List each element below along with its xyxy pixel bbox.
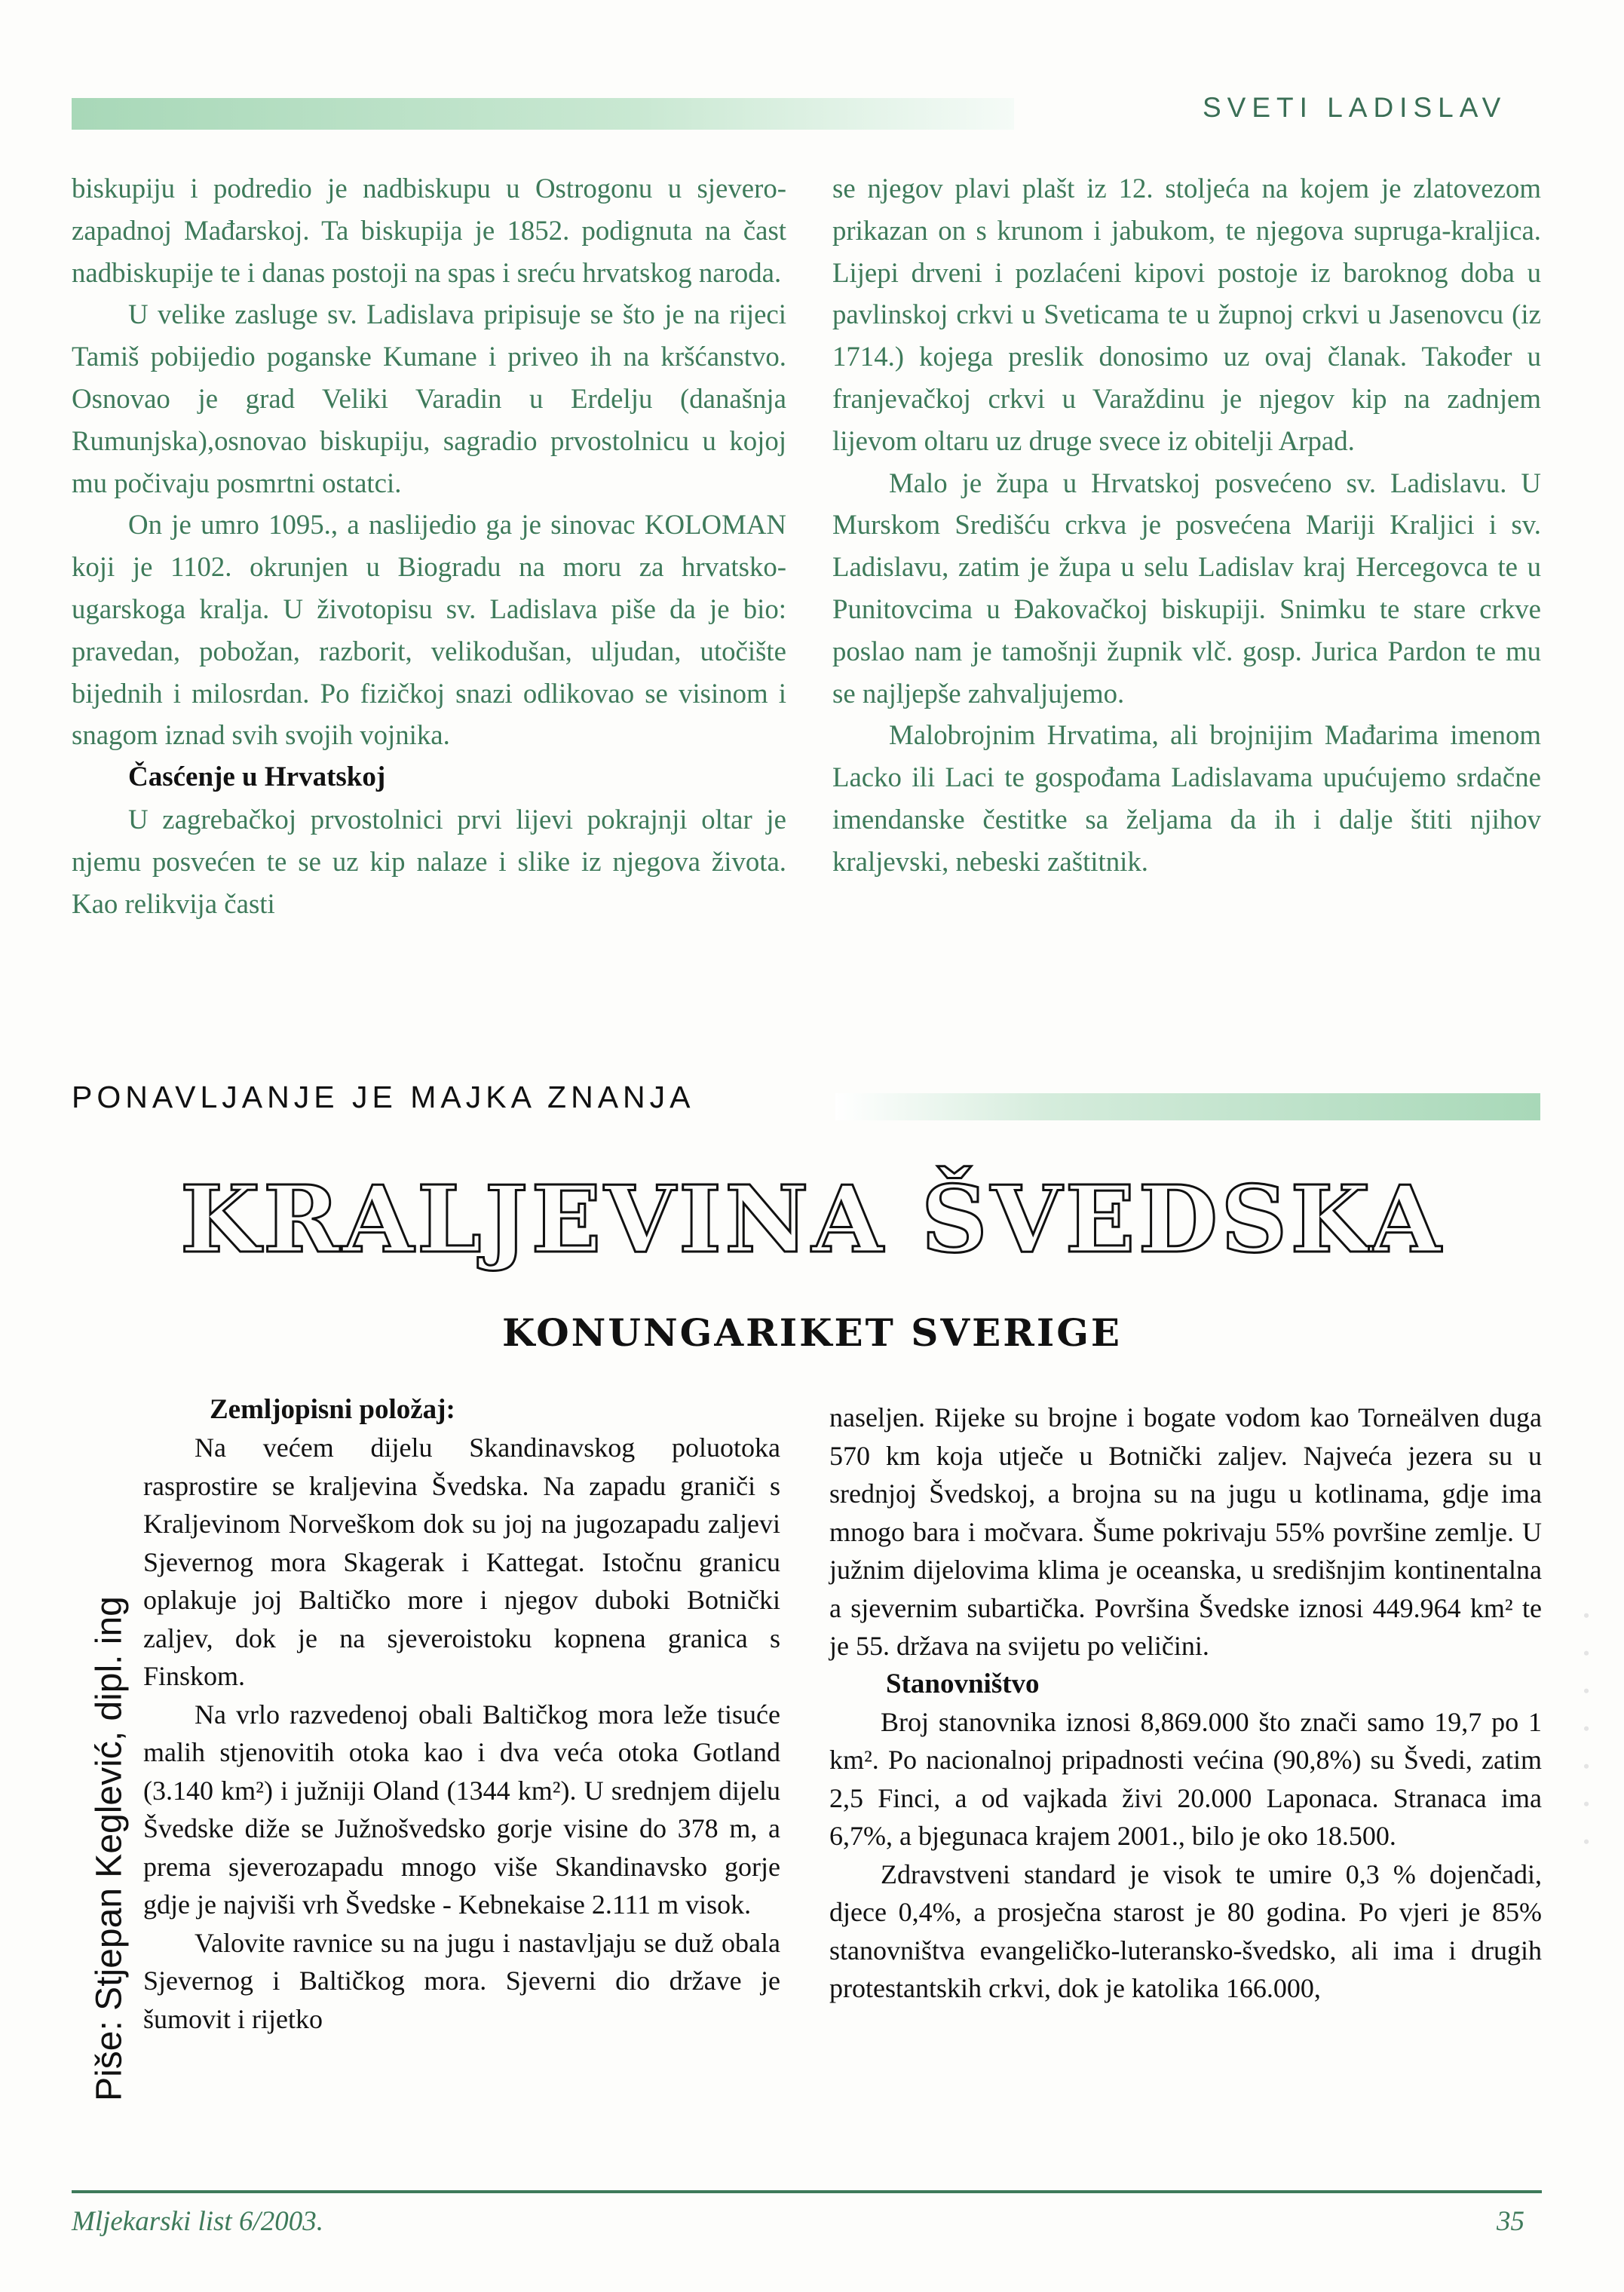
paragraph: U zagrebačkoj prvostolnici prvi lijevi pokrajnji oltar je njemu posvećen te se uz kip nalaze i slike iz njegova života. Kao relikvija časti bbox=[72, 804, 786, 919]
section-heading: Stanovništvo bbox=[886, 1668, 1040, 1699]
paragraph: Valovite ravnice su na jugu i nastavljaju se duž obala Sjevernog i Baltičkog mora. Sjeverni dio države je šumovit i rijetko bbox=[143, 1927, 780, 2034]
paragraph: U velike zasluge sv. Ladislava pripisuje se što je na rijeci Tamiš pobijedio poganske Kumane i priveo ih na kršćanstvo. Osnovao je grad Veliki Varadin u Erdelju (današnja Rumunjska),osnovao biskupiju, sagradio prvostolnicu u kojoj mu počivaju posmrtni ostatci. bbox=[72, 299, 786, 498]
page-number: 35 bbox=[1497, 2206, 1524, 2237]
paragraph: Malo je župa u Hrvatskoj posvećeno sv. Ladislavu. U Murskom Središću crkva je posvećena Mariji Kraljici i sv. Ladislavu, zatim je župa u selu Ladislav kraj Hercegovca te u Punitovcima u Đakovačkoj biskupiji. Snimku te stare crkve poslao nam je tamošnji župnik vlč. gosp. Jurica Pardon te mu se najljepše zahvaljujemo. bbox=[832, 467, 1541, 709]
article-left-column bbox=[143, 1391, 780, 2038]
paragraph: se njegov plavi plašt iz 12. stoljeća na kojem je zlatovezom prikazan on s krunom i jabukom, te njegova supruga-kraljica. Lijepi drveni i pozlaćeni kipovi postoje iz baroknog doba u pavlinskoj crkvi u Sveticama te u župnoj crkvi u Jasenovcu (iz 1714.) kojega preslik donosimo uz ovaj članak. Također u franjevačkoj crkvi u Varaždinu je njegov kip na zadnjem lijevom oltaru uz druge svece iz obitelji Arpad. bbox=[832, 173, 1541, 456]
paragraph: On je umro 1095., a naslijedio ga je sinovac KOLOMAN koji je 1102. okrunjen u Biogradu na moru za hrvatsko-ugarskoga kralja. U životopisu sv. Ladislava piše da je bio: pravedan, pobožan, razborit, velikodušan, uljudan, utočište bijednih i milosrdan. Po fizičkoj snazi odlikovao se visinom i snagom iznad svih svojih vojnika. bbox=[72, 509, 786, 751]
author-text: Piše: Stjepan Keglević, dipl. ing bbox=[89, 1596, 130, 2101]
section-decor-bar bbox=[835, 1093, 1540, 1120]
top-left-column bbox=[72, 167, 786, 925]
paragraph: Broj stanovnika iznosi 8,869.000 što znači samo 19,7 po 1 km². Po nacionalnoj pripadnosti većina (90,8%) su Švedi, zatim 2,5 Finci, a od vajkada živi 20.000 Laponaca. Stranaca ima 6,7%, a bjegunaca krajem 2001., bilo je oko 18.500. bbox=[829, 1706, 1542, 1851]
footer-rule bbox=[72, 2190, 1542, 2193]
paragraph: Na vrlo razvedenoj obali Baltičkog mora leže tisuće malih stjenovitih otoka kao i dva veća otoka Gotland (3.140 km²) i južniji Oland (1344 km²). U srednjem dijelu Švedske diže se Južnošvedsko gorje visine do 378 m, a prema sjeverozapadu mnogo više Skandinavsko gorje gdje je najviši vrh Švedske - Kebnekaise 2.111 m visok. bbox=[143, 1699, 780, 1920]
section-heading: Časćenje u Hrvatskoj bbox=[128, 761, 386, 793]
section-kicker: PONAVLJANJE JE MAJKA ZNANJA bbox=[72, 1080, 695, 1114]
article-subtitle: KONUNGARIKET SVERIGE bbox=[501, 1310, 1123, 1355]
paragraph: Malobrojnim Hrvatima, ali brojnijim Mađarima imenom Lacko ili Laci te gospođama Ladislavama upućujemo srdačne imendanske čestitke sa željama da ih i dalje štiti njihov kraljevski, nebeski zaštitnik. bbox=[832, 719, 1541, 877]
running-title: SVETI LADISLAV bbox=[1203, 92, 1507, 123]
paragraph: Zdravstveni standard je visok te umire 0,3 % dojenčadi, djece 0,4%, a prosječna starost je 80 godina. Po vjeri je 85% stanovništva evangeličko-luteransko-švedsko, ali ima i drugih protestantskih crkvi, dok je katolika 166.000, bbox=[829, 1858, 1542, 2003]
paragraph: naseljen. Rijeke su brojne i bogate vodom kao Torneälven duga 570 km koja utječe u Botnički zaljev. Najveća jezera su u srednjoj Švedskoj, a brojna su na jugu u kotlinama, gdje ima mnogo bara i močvara. Šume pokrivaju 55% površine zemlje. U južnim dijelovima klima je oceanska, u središnjim kontinentalna a sjevernim subartička. Površina Švedske iznosi 449.964 km² te je 55. država na svijetu po veličini. bbox=[829, 1402, 1542, 1661]
header-decor-bar bbox=[72, 98, 1014, 130]
publication-name: Mljekarski list 6/2003. bbox=[72, 2206, 323, 2237]
article-right-column bbox=[829, 1399, 1542, 2008]
article-title: KRALJEVINA ŠVEDSKA bbox=[179, 1165, 1445, 1273]
section-heading: Zemljopisni položaj: bbox=[210, 1394, 455, 1425]
paragraph: biskupiju i podredio je nadbiskupu u Ostrogonu u sjevero-zapadnoj Mađarskoj. Ta biskupija je 1852. podignuta na čast nadbiskupije te i danas postoji na spas i sreću hrvatskog naroda. bbox=[72, 173, 786, 288]
author-byline bbox=[68, 1585, 151, 2113]
paragraph: Na većem dijelu Skandinavskog poluotoka rasprostire se kraljevina Švedska. Na zapadu graniči s Kraljevinom Norveškom dok su joj na jugozapadu zaljevi Sjevernog mora Skagerak i Kattegat. Istočnu granicu oplakuje joj Baltičko more i njegov duboki Botnički zaljev, dok je na sjeveroistoku kopnena granica s Finskom. bbox=[143, 1432, 780, 1691]
top-right-column bbox=[832, 167, 1541, 883]
bleed-through-mark: . . . . . . . bbox=[1575, 1611, 1618, 1857]
